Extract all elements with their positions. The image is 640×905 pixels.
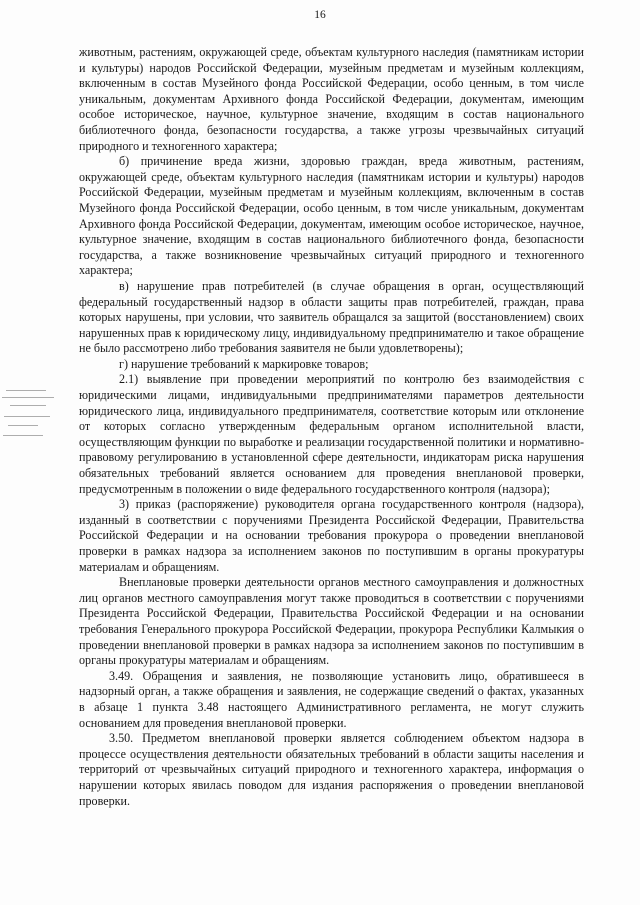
- paragraph-continuation: животным, растениям, окружающей среде, объектам культурного наследия (памятникам истории и культуры) народов Российской Федерации, музейным предметам и музейным коллекциям, включенным в состав Музейного фонда Российской Федерации, особо ценным, в том числе уникальным, документам Архивного фонда Российской Федерации, документам, имеющим особое историческое, научное, культурное значение, входящим в состав национального библиотечного фонда, безопасности государства, а также угрозы чрезвычайных ситуаций природного и техногенного характера;: [79, 45, 584, 153]
- margin-scribble: [2, 388, 60, 448]
- paragraph-item-v: в) нарушение прав потребителей (в случае обращения в орган, осуществляющий федеральный государственный надзор в области защиты прав потребителей, граждан, права которых нарушены, при условии, что заявитель обращался за защитой (восстановлением) своих нарушенных прав к юридическому лицу, индивидуальному предпринимателю и такое обращение не было рассмотрено либо требования заявителя не были удовлетворены);: [79, 278, 584, 356]
- paragraph-item-3: 3) приказ (распоряжение) руководителя органа государственного контроля (надзора), изданный в соответствии с поручениями Президента Российской Федерации, Правительства Российской Федерации и на основании требования прокурора о проведении внеплановой проверки в рамках надзора за исполнением законов по поступившим в органы прокуратуры материалам и обращениям.: [79, 497, 584, 574]
- paragraph-local-government: Внеплановые проверки деятельности органов местного самоуправления и должностных лиц органов местного самоуправления могут также проводиться в соответствии с поручениями Президента Российской Федерации, Правительства Российской Федерации и на основании требования Генерального прокурора Российской Федерации, прокурора Республики Калмыкия о проведении внеплановой проверки в рамках надзора за исполнением законов по поступившим в органы прокуратуры материалам и обращениям.: [79, 575, 584, 668]
- paragraph-3-49: 3.49. Обращения и заявления, не позволяющие установить лицо, обратившееся в надзорный орган, а также обращения и заявления, не содержащие сведений о фактах, указанных в абзаце 1 пункта 3.48 настоящего Административного регламента, не могут служить основанием для проведения внеплановой проверки.: [79, 668, 584, 730]
- paragraph-item-b: б) причинение вреда жизни, здоровью граждан, вреда животным, растениям, окружающей среде, объектам культурного наследия (памятникам истории и культуры) народов Российской Федерации, музейным предметам и музейным коллекциям, включенным в состав Музейного фонда Российской Федерации, особо ценным, в том числе уникальным, документам Архивного фонда Российской Федерации, документам, имеющим особое историческое, научное, культурное значение, входящим в состав национального библиотечного фонда, безопасности государства, а также возникновение чрезвычайных ситуаций природного и техногенного характера;: [79, 154, 584, 278]
- paragraph-item-g: г) нарушение требований к маркировке товаров;: [119, 356, 369, 371]
- paragraph-item-2-1: 2.1) выявление при проведении мероприятий по контролю без взаимодействия с юридическими лицами, индивидуальными предпринимателями параметров деятельности юридического лица, индивидуального предпринимателя, соответствие которым или отклонение от которых согласно утвержденным федеральным органом исполнительной власти, осуществляющим функции по выработке и реализации государственной политики и нормативно-правовому регулированию в установленной сфере деятельности, индикаторам риска нарушения обязательных требований является основанием для проведения внеплановой проверки, предусмотренным в положении о виде федерального государственного контроля (надзора);: [79, 372, 584, 496]
- page-number: 16: [314, 9, 326, 21]
- document-body: [79, 45, 584, 809]
- paragraph-3-50: 3.50. Предметом внеплановой проверки является соблюдением объектом надзора в процессе осуществления деятельности обязательных требований в области защиты населения и территорий от чрезвычайных ситуаций природного и техногенного характера, информация о нарушении которых явилась поводом для издания распоряжения о проведении внеплановой проверки.: [79, 731, 584, 808]
